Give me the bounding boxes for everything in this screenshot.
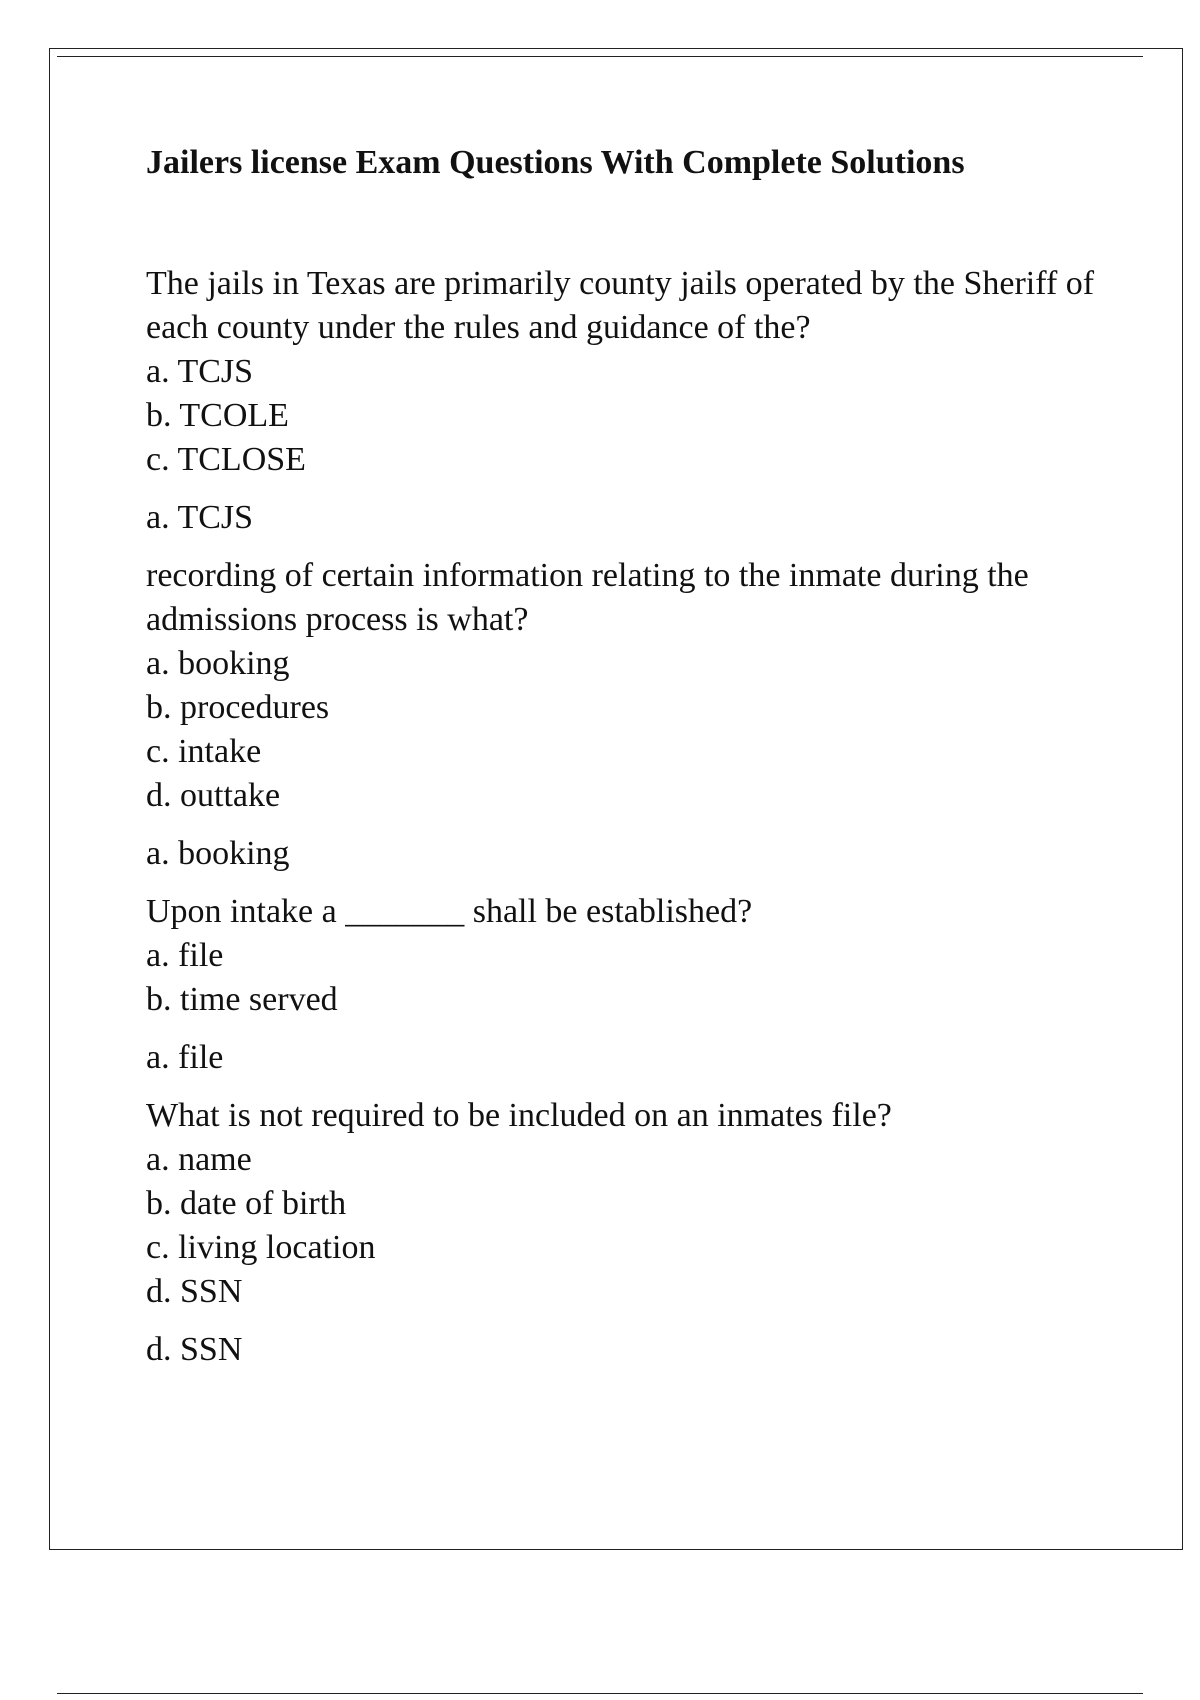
option-a: a. name bbox=[146, 1141, 252, 1178]
footer-rule bbox=[57, 1693, 1143, 1694]
option-c: c. living location bbox=[146, 1229, 376, 1266]
question-text: What is not required to be included on an inmates file? bbox=[146, 1097, 892, 1134]
header-rule bbox=[57, 56, 1143, 57]
option-b: b. TCOLE bbox=[146, 397, 289, 434]
answer-text: d. SSN bbox=[146, 1331, 243, 1368]
document-body bbox=[146, 141, 1106, 1386]
question-text: Upon intake a _______ shall be established? bbox=[146, 893, 753, 930]
question-block-4 bbox=[146, 1094, 1106, 1372]
option-a: a. TCJS bbox=[146, 353, 254, 390]
option-a: a. file bbox=[146, 937, 224, 974]
document-title: Jailers license Exam Questions With Complete Solutions bbox=[146, 144, 965, 181]
answer-text: a. file bbox=[146, 1039, 224, 1076]
option-b: b. date of birth bbox=[146, 1185, 347, 1222]
question-block-3 bbox=[146, 890, 1106, 1080]
option-c: c. TCLOSE bbox=[146, 441, 306, 478]
option-b: b. procedures bbox=[146, 689, 330, 726]
question-text: recording of certain information relating to the inmate during the admissions process is what? bbox=[146, 557, 1029, 638]
answer-text: a. booking bbox=[146, 835, 290, 872]
question-block-1 bbox=[146, 262, 1106, 540]
option-a: a. booking bbox=[146, 645, 290, 682]
option-b: b. time served bbox=[146, 981, 338, 1018]
answer-text: a. TCJS bbox=[146, 499, 254, 536]
question-block-2 bbox=[146, 554, 1106, 876]
question-text: The jails in Texas are primarily county jails operated by the Sheriff of each county under the rules and guidance of the? bbox=[146, 265, 1095, 346]
option-d: d. SSN bbox=[146, 1273, 243, 1310]
option-c: c. intake bbox=[146, 733, 262, 770]
option-d: d. outtake bbox=[146, 777, 281, 814]
